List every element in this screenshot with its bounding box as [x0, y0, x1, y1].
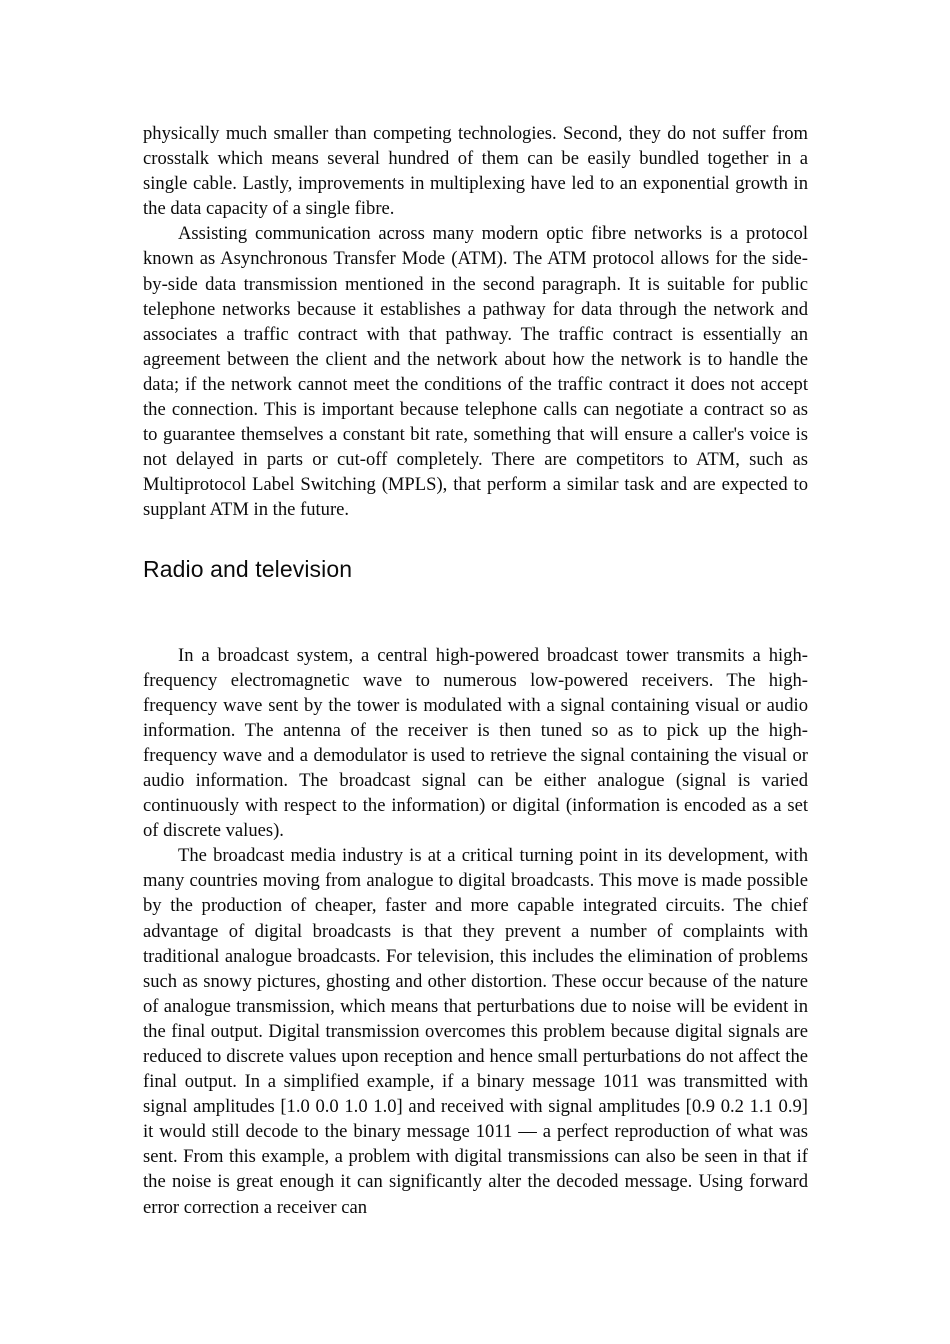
section-heading-radio-and-television: Radio and television	[143, 555, 353, 582]
heading-spacer	[143, 583, 808, 643]
paragraph-broadcast-system: In a broadcast system, a central high-powered broadcast tower transmits a high-frequency electromagnetic wave to numerous low-powered receivers. The high-frequency wave sent by the tower is modulated with a signal containing visual or audio information. The antenna of the receiver is then tuned so as to pick up the high-frequency wave and a demodulator is used to retrieve the signal containing the visual or audio information. The broadcast signal can be either analogue (signal is varied continuously with respect to the information) or digital (information is encoded as a set of discrete values).	[143, 644, 808, 842]
heading-block	[143, 555, 808, 583]
paragraph-fibre-advantages: physically much smaller than competing technologies. Second, they do not suffer from crosstalk which means several hundred of them can be easily bundled together in a single cable. Lastly, improvements in multiplexing have led to an exponential growth in the data capacity of a single fibre.	[143, 123, 808, 220]
paragraph-atm: Assisting communication across many modern optic fibre networks is a protocol known as Asynchronous Transfer Mode (ATM). The ATM protocol allows for the side-by-side data transmission mentioned in the second paragraph. It is suitable for public telephone networks because it establishes a pathway for data through the network and associates a traffic contract with that pathway. The traffic contract is essentially an agreement between the client and the network about how the network is to handle the data; if the network cannot meet the conditions of the traffic contract it does not accept the connection. This is important because telephone calls can negotiate a contract so as to guarantee themselves a constant bit rate, something that will ensure a caller's voice is not delayed in parts or cut-off completely. There are competitors to ATM, such as Multiprotocol Label Switching (MPLS), that perform a similar task and are expected to supplant ATM in the future.	[143, 223, 808, 521]
paragraph-broadcast-media-industry: The broadcast media industry is at a critical turning point in its development, with many countries moving from analogue to digital broadcasts. This move is made possible by the production of cheaper, faster and more capable integrated circuits. The chief advantage of digital broadcasts is that they prevent a number of complaints with traditional analogue broadcasts. For television, this includes the elimination of problems such as snowy pictures, ghosting and other distortion. These occur because of the nature of analogue transmission, which means that perturbations due to noise will be evident in the final output. Digital transmission overcomes this problem because digital signals are reduced to discrete values upon reception and hence small perturbations do not affect the final output. In a simplified example, if a binary message 1011 was transmitted with signal amplitudes [1.0 0.0 1.0 1.0] and received with signal amplitudes [0.9 0.2 1.1 0.9] it would still decode to the binary message 1011 — a perfect reproduction of what was sent. From this example, a problem with digital transmissions can also be seen in that if the noise is great enough it can significantly alter the decoded message. Using forward error correction a receiver can	[143, 845, 808, 1218]
text-column	[143, 121, 808, 1220]
